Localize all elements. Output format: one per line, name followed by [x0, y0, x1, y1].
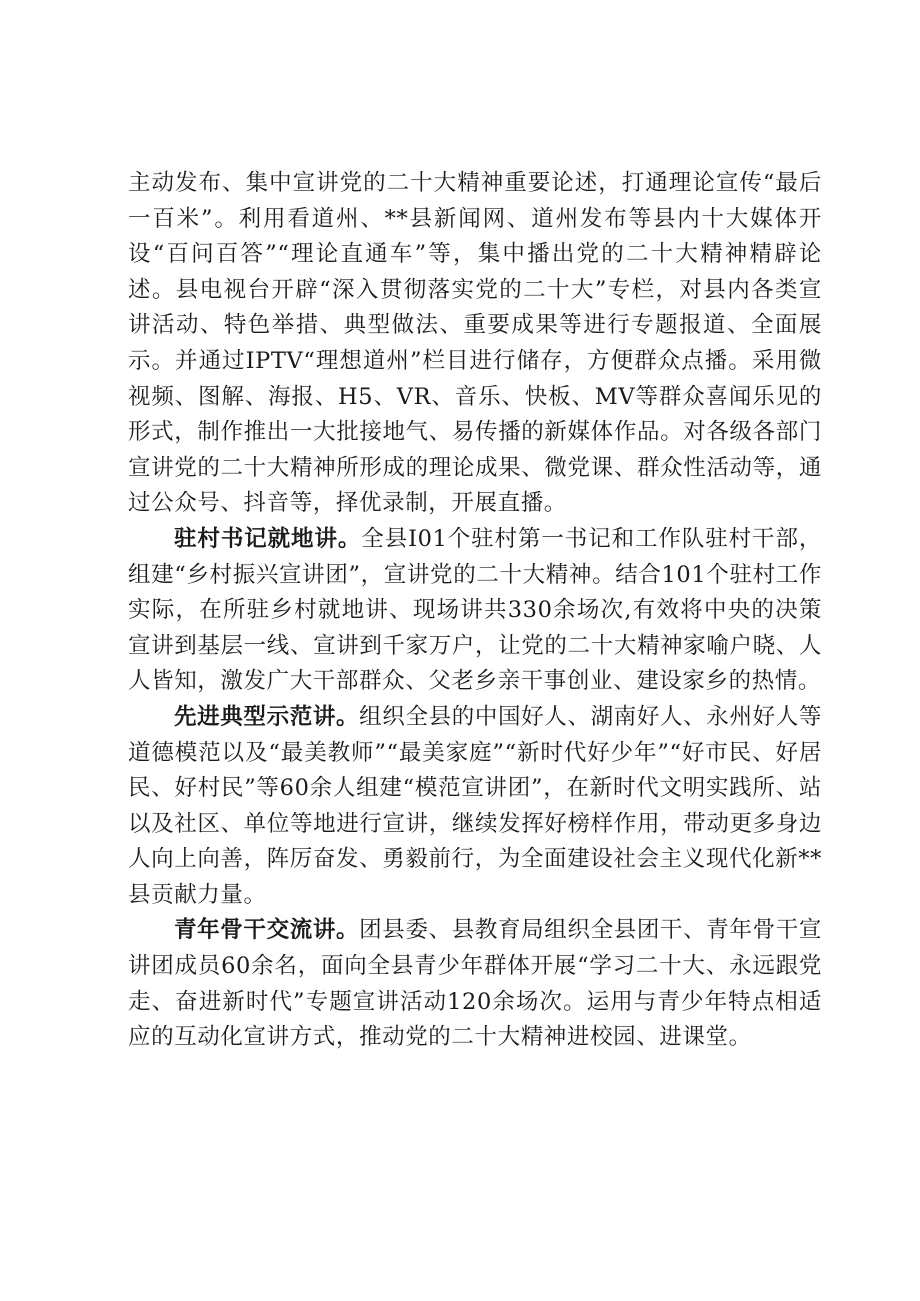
- document-page: [128, 166, 822, 1056]
- paragraph-text: 团县委、县教育局组织全县团干、青年骨干宣讲团成员60余名，面向全县青少年群体开展“学习二十大、永远跟党走、奋进新时代”专题宣讲活动120余场次。运用与青少年特点相适应的互动化宣讲方式，推动党的二十大精神进校园、进课堂。: [128, 917, 822, 1051]
- paragraph-text: 主动发布、集中宣讲党的二十大精神重要论述，打通理论宣传“最后一百米”。利用看道州、**县新闻网、道州发布等县内十大媒体开设“百问百答”“理论直通车”等，集中播出党的二十大精神精辟论述。县电视台开辟“深入贯彻落实党的二十大”专栏，对县内各类宣讲活动、特色举措、典型做法、重要成果等进行专题报道、全面展示。并通过IPTV“理想道州”栏目进行储存，方便群众点播。采用微视频、图解、海报、H5、VR、音乐、快板、MV等群众喜闻乐见的形式，制作推出一大批接地气、易传播的新媒体作品。对各级各部门宣讲党的二十大精神所形成的理论成果、微党课、群众性活动等，通过公众号、抖音等，择优录制，开展直播。: [128, 170, 822, 517]
- paragraph-heading: 先进典型示范讲。: [174, 703, 360, 730]
- paragraph-heading: 青年骨干交流讲。: [174, 917, 360, 944]
- paragraph-text: 组织全县的中国好人、湖南好人、永州好人等道德模范以及“最美教师”“最美家庭”“新时代好少年”“好市民、好居民、好村民”等60余人组建“模范宣讲团”，在新时代文明实践所、站以及社区、单位等地进行宣讲，继续发挥好榜样作用，带动更多身边人向上向善，阵厉奋发、勇毅前行，为全面建设社会主义现代化新**县贡献力量。: [128, 703, 822, 908]
- paragraph-youth-backbone: [128, 913, 822, 1055]
- paragraph-media-publicity: [128, 166, 822, 522]
- paragraph-model-examples: [128, 700, 822, 914]
- paragraph-village-secretary: [128, 522, 822, 700]
- paragraph-text: 全县I01个驻村第一书记和工作队驻村干部，组建“乡村振兴宣讲团”，宣讲党的二十大精神。结合101个驻村工作实际，在所驻乡村就地讲、现场讲共330余场次,有效将中央的决策宣讲到基层一线、宣讲到千家万户，让党的二十大精神家喻户晓、人人皆知，激发广大干部群众、父老乡亲干事创业、建设家乡的热情。: [128, 525, 822, 695]
- paragraph-heading: 驻村书记就地讲。: [174, 525, 362, 552]
